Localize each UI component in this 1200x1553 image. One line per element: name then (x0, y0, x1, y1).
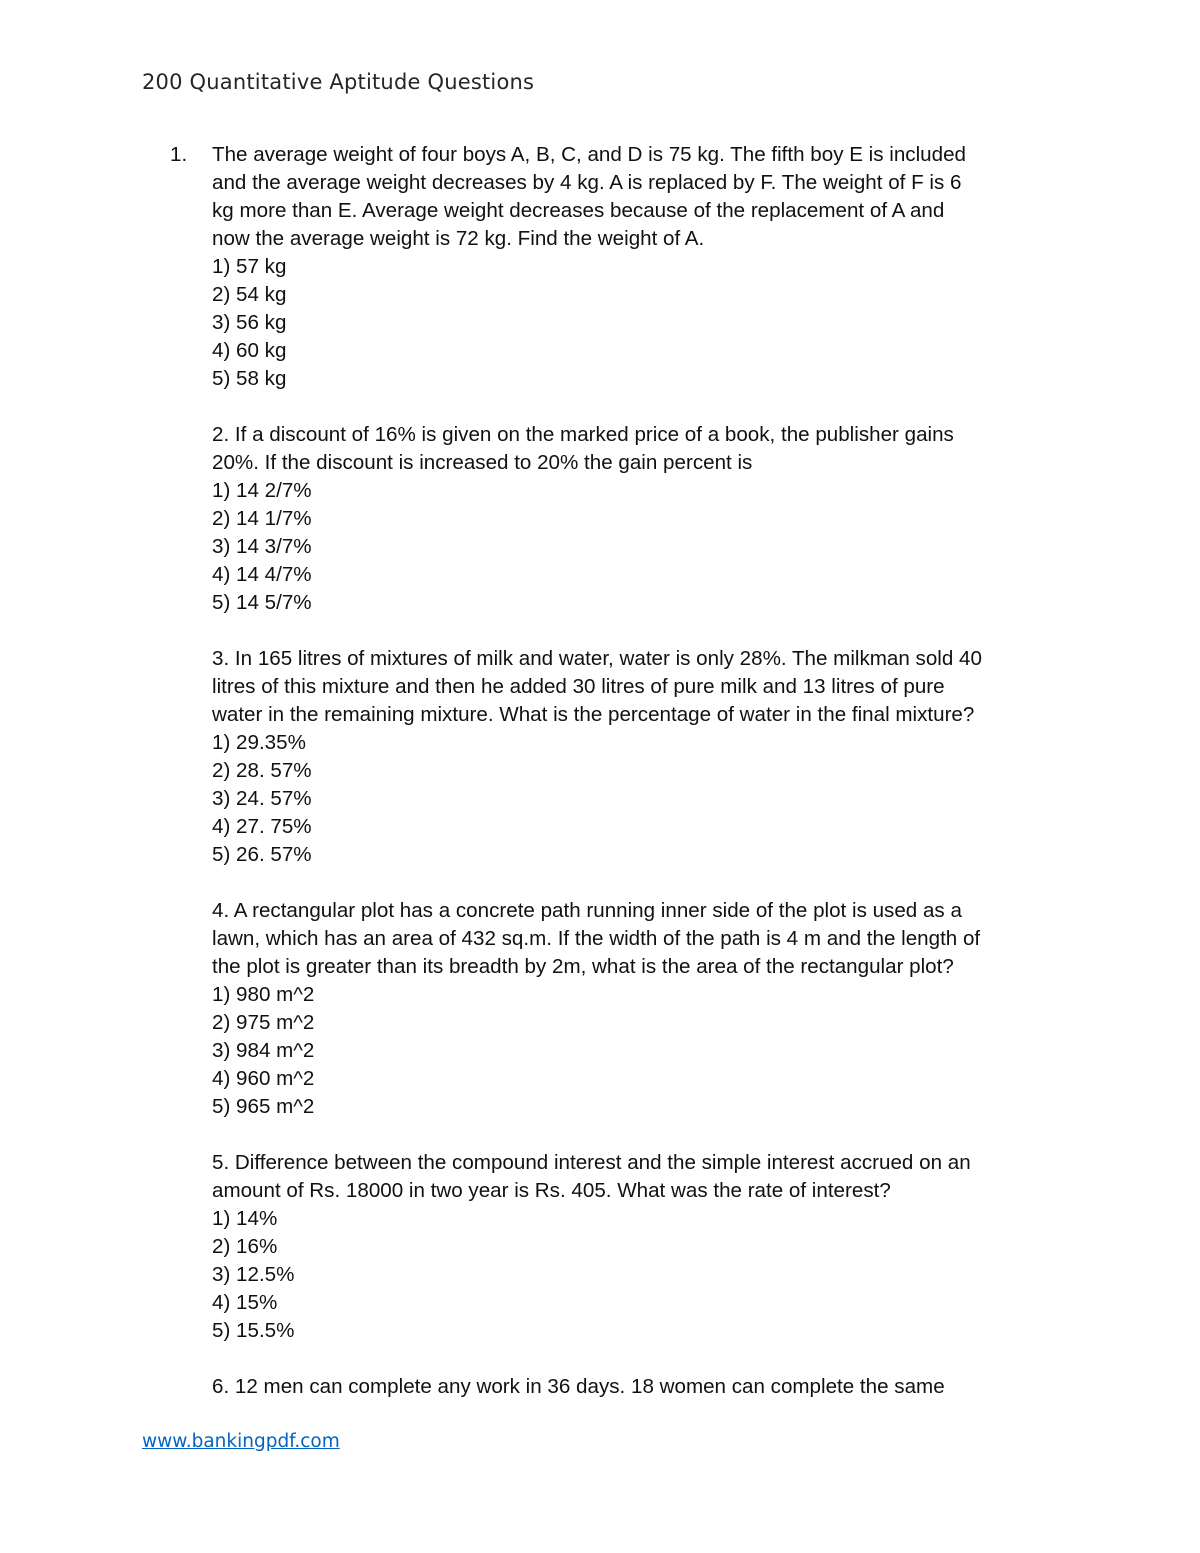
question-number: 6. (212, 1375, 230, 1398)
question-stem-line: water in the remaining mixture. What is the percentage of water in the final mixture? (212, 703, 975, 726)
question-stem-line: 20%. If the discount is increased to 20% the gain percent is (212, 451, 753, 474)
answer-option: 5) 26. 57% (212, 843, 312, 866)
question-stem-text: A rectangular plot has a concrete path running inner side of the plot is used as a (233, 899, 962, 922)
answer-option: 5) 15.5% (212, 1319, 295, 1342)
question-stem-line (212, 645, 1070, 673)
answer-option: 2) 54 kg (212, 283, 287, 306)
question-content (170, 897, 1070, 1121)
question-content (170, 141, 1070, 393)
answer-option: 1) 29.35% (212, 731, 306, 754)
question-content (170, 1149, 1070, 1345)
question-number: 2. (212, 423, 230, 446)
answer-option: 1) 14 2/7% (212, 479, 312, 502)
answer-option: 3) 984 m^2 (212, 1039, 315, 1062)
question-stem-line: The average weight of four boys A, B, C, and D is 75 kg. The fifth boy E is included (212, 143, 966, 166)
answer-option: 2) 14 1/7% (212, 507, 312, 530)
answer-option: 4) 14 4/7% (212, 563, 312, 586)
question-stem-text: If a discount of 16% is given on the marked price of a book, the publisher gains (234, 423, 954, 446)
answer-option: 2) 975 m^2 (212, 1011, 315, 1034)
question-stem-text: 12 men can complete any work in 36 days. 18 women can complete the same (234, 1375, 945, 1398)
answer-option: 5) 965 m^2 (212, 1095, 315, 1118)
question-1 (170, 141, 1070, 393)
answer-option: 1) 57 kg (212, 255, 287, 278)
question-stem-line: lawn, which has an area of 432 sq.m. If the width of the path is 4 m and the length of (212, 927, 981, 950)
question-content (170, 645, 1070, 869)
answer-option: 1) 14% (212, 1207, 278, 1230)
question-stem-line: the plot is greater than its breadth by 2m, what is the area of the rectangular plot? (212, 955, 954, 978)
answer-option: 5) 14 5/7% (212, 591, 312, 614)
question-stem-line: and the average weight decreases by 4 kg. A is replaced by F. The weight of F is 6 (212, 171, 962, 194)
answer-option: 2) 16% (212, 1235, 278, 1258)
question-stem-line (212, 1149, 1070, 1177)
answer-option: 3) 56 kg (212, 311, 287, 334)
question-content (170, 421, 1070, 617)
page-header-title: 200 Quantitative Aptitude Questions (142, 70, 535, 94)
answer-option: 3) 24. 57% (212, 787, 312, 810)
question-number: 3. (212, 647, 230, 670)
answer-option: 1) 980 m^2 (212, 983, 315, 1006)
answer-option: 4) 960 m^2 (212, 1067, 315, 1090)
question-number: 5. (212, 1151, 230, 1174)
question-list (170, 141, 1070, 1429)
question-stem-line: now the average weight is 72 kg. Find the weight of A. (212, 227, 705, 250)
question-6 (170, 1373, 1070, 1401)
answer-option: 4) 27. 75% (212, 815, 312, 838)
question-4 (170, 897, 1070, 1121)
question-number: 1. (170, 143, 188, 166)
question-5 (170, 1149, 1070, 1345)
question-3 (170, 645, 1070, 869)
question-stem-line: litres of this mixture and then he added 30 litres of pure milk and 13 litres of pure (212, 675, 945, 698)
question-stem-text: Difference between the compound interest and the simple interest accrued on an (234, 1151, 971, 1174)
answer-option: 5) 58 kg (212, 367, 287, 390)
question-stem-line (212, 897, 1070, 925)
question-content (170, 1373, 1070, 1401)
answer-option: 4) 15% (212, 1291, 278, 1314)
question-2 (170, 421, 1070, 617)
answer-option: 2) 28. 57% (212, 759, 312, 782)
answer-option: 4) 60 kg (212, 339, 287, 362)
question-stem-line: amount of Rs. 18000 in two year is Rs. 405. What was the rate of interest? (212, 1179, 891, 1202)
footer-website-link[interactable]: www.bankingpdf.com (142, 1431, 340, 1452)
answer-option: 3) 14 3/7% (212, 535, 312, 558)
question-stem-line: kg more than E. Average weight decreases because of the replacement of A and (212, 199, 945, 222)
question-stem-text: In 165 litres of mixtures of milk and water, water is only 28%. The milkman sold 40 (234, 647, 982, 670)
question-number: 4. (212, 899, 230, 922)
answer-option: 3) 12.5% (212, 1263, 295, 1286)
question-stem-line (212, 421, 1070, 449)
question-stem-line (212, 1373, 1070, 1401)
